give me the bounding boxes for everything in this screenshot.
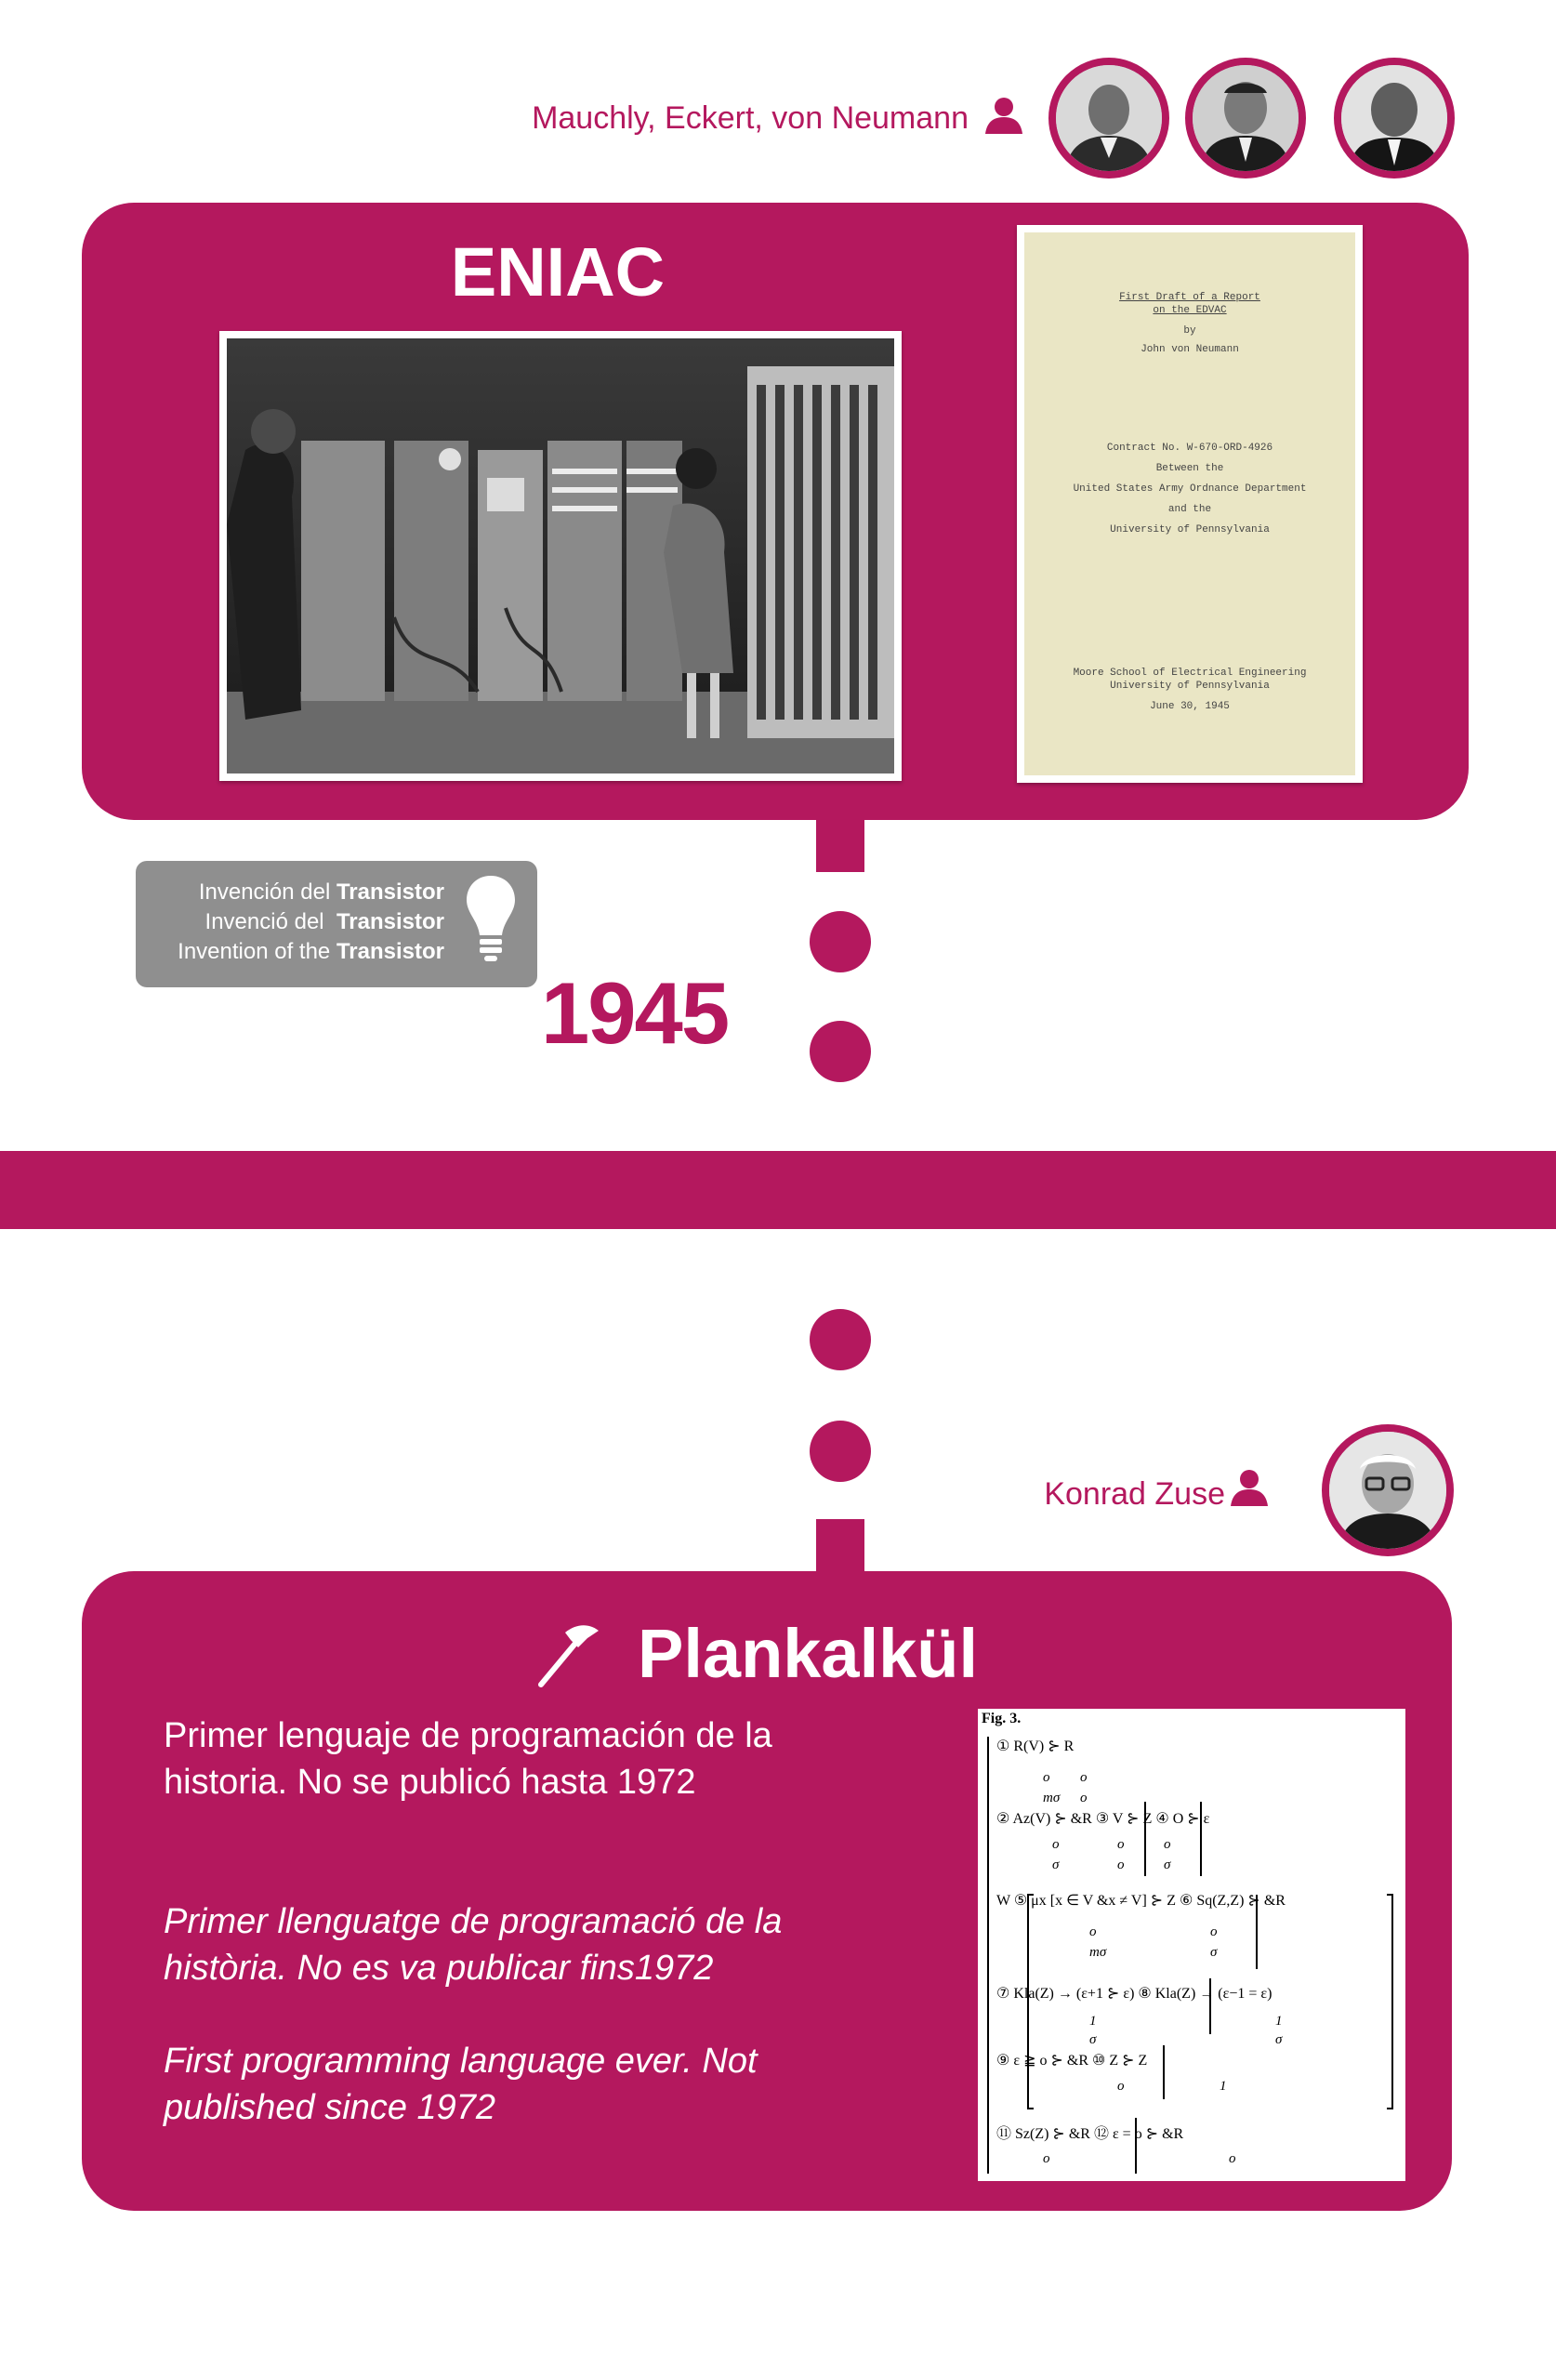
doc-line: June 30, 1945 [1150, 701, 1230, 712]
svg-text:o: o [1089, 1924, 1097, 1939]
badge-line-es: Invención del Transistor [198, 879, 444, 905]
svg-text:o: o [1164, 1837, 1171, 1852]
doc-line: and the [1167, 504, 1212, 515]
doc-line: by [1183, 325, 1196, 337]
doc-line: John von Neumann [1141, 344, 1239, 355]
svg-text:1: 1 [1275, 2014, 1283, 2029]
timeline-band [0, 1151, 1556, 1229]
svg-text:o: o [1080, 1791, 1088, 1805]
svg-text:o: o [1043, 2151, 1050, 2166]
connector-stem [816, 1519, 864, 1575]
svg-text:o: o [1080, 1770, 1088, 1785]
timeline-dot [810, 1021, 871, 1082]
badge-line-en: Invention of the Transistor [178, 939, 444, 964]
svg-text:σ: σ [1164, 1858, 1171, 1872]
svg-text:σ: σ [1275, 2032, 1283, 2047]
lightbulb-icon [463, 874, 519, 963]
svg-text:mσ: mσ [1043, 1791, 1061, 1805]
svg-text:o: o [1117, 1858, 1125, 1872]
transistor-badge [136, 861, 537, 987]
svg-text:o: o [1117, 2079, 1125, 2094]
svg-text:o: o [1052, 1837, 1060, 1852]
plankalkul-title: Plankalkül [638, 1615, 979, 1692]
credit-names: Mauchly, Eckert, von Neumann [532, 100, 969, 136]
figure-caption: Fig. 3. [982, 1711, 1022, 1726]
figure-row: W ⑤ μx [x ∈ V &x ≠ V] ⊱ Z ⑥ Sq(Z,Z) ⊱ &R [996, 1893, 1286, 1909]
svg-text:1: 1 [1089, 2014, 1097, 2029]
figure-row: ⑨ ε ≧ o ⊱ &R ⑩ Z ⊱ Z [996, 2053, 1148, 2069]
description-ca: Primer llenguatge de programació de la història. No es va publicar fins1972 [164, 1902, 783, 1988]
person-icon [983, 97, 1024, 134]
portrait-eckert [1185, 58, 1306, 178]
figure-row: ⑦ Kla(Z) → (ε+1 ⊱ ε) ⑧ Kla(Z) → (ε−1 = ε) [996, 1986, 1272, 2002]
svg-text:o: o [1043, 1770, 1050, 1785]
doc-line: United States Army Ordnance Department [1073, 483, 1307, 495]
svg-text:1: 1 [1220, 2079, 1227, 2094]
svg-text:o: o [1117, 1837, 1125, 1852]
year-label: 1945 [541, 964, 729, 1062]
badge-line-ca: Invenció del Transistor [204, 909, 444, 934]
figure-row: ⑪ Sz(Z) ⊱ &R ⑫ ε = o ⊱ &R [996, 2126, 1184, 2142]
doc-line: University of Pennsylvania [1110, 681, 1270, 692]
svg-text:σ: σ [1210, 1945, 1218, 1960]
timeline-dot [810, 1309, 871, 1370]
doc-line: First Draft of a Report [1119, 292, 1260, 303]
portrait-von-neumann [1334, 58, 1455, 178]
person-icon [1229, 1469, 1270, 1506]
doc-line: Moore School of Electrical Engineering [1073, 668, 1307, 679]
timeline-dot [810, 1421, 871, 1482]
eniac-photo [219, 331, 902, 781]
portrait-zuse [1322, 1424, 1454, 1556]
figure-marks [978, 1709, 1405, 2181]
timeline-dot [810, 911, 871, 972]
doc-line: Contract No. W-670-ORD-4926 [1106, 443, 1273, 454]
doc-line: Between the [1155, 463, 1224, 474]
svg-text:σ: σ [1052, 1858, 1060, 1872]
description-es: Primer lenguaje de programación de la historia. No se publicó hasta 1972 [164, 1716, 772, 1802]
portrait-mauchly [1048, 58, 1169, 178]
svg-text:σ: σ [1089, 2032, 1097, 2047]
hammer-icon [534, 1620, 602, 1688]
eniac-title: ENIAC [450, 233, 666, 311]
description-en: First programming language ever. Not published since 1972 [164, 2042, 758, 2127]
doc-line: University of Pennsylvania [1110, 524, 1270, 536]
credit-name-zuse: Konrad Zuse [1044, 1476, 1225, 1512]
svg-text:mσ: mσ [1089, 1945, 1107, 1960]
svg-text:o: o [1229, 2151, 1236, 2166]
figure-row: ② Az(V) ⊱ &R ③ V ⊱ Z ④ O ⊱ ε [996, 1811, 1210, 1827]
von-neumann-report-document [1017, 225, 1363, 783]
svg-text:o: o [1210, 1924, 1218, 1939]
doc-line: on the EDVAC [1153, 305, 1227, 316]
plankalkul-figure [978, 1709, 1405, 2181]
connector-stem [816, 818, 864, 872]
figure-row: ① R(V) ⊱ R [996, 1739, 1075, 1754]
